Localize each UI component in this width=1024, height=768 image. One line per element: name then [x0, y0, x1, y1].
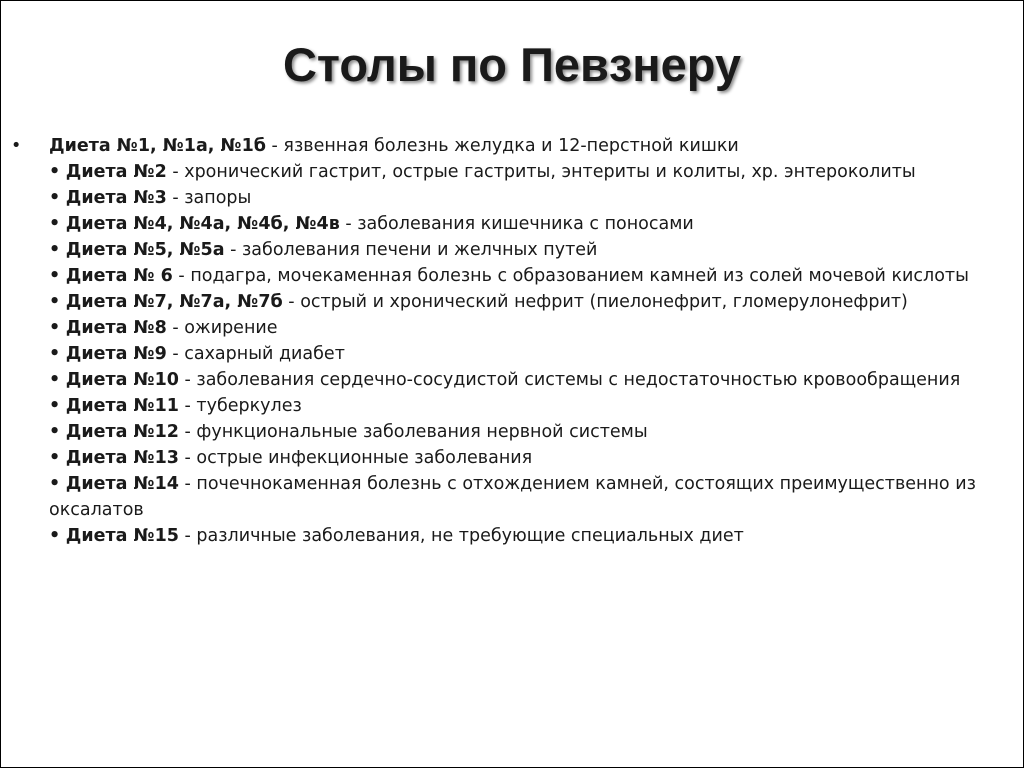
diet-description: сахарный диабет [184, 344, 345, 364]
diet-description: заболевания печени и желчных путей [242, 240, 598, 260]
diet-item [49, 419, 999, 445]
diet-item [49, 237, 999, 263]
diet-item [49, 367, 999, 393]
bullet-icon: • [49, 344, 61, 364]
bullet-icon: • [49, 292, 61, 312]
bullet-icon: • [49, 370, 61, 390]
bullet-icon: • [49, 526, 61, 546]
diet-label: Диета №11 [65, 396, 179, 416]
diet-label: Диета № 6 [65, 266, 173, 286]
diet-description: хронический гастрит, острые гастриты, энтериты и колиты, хр. энтероколиты [184, 162, 916, 182]
diet-separator: - [178, 474, 197, 494]
diet-description: почечнокаменная болезнь с отхождением камней, состоящих преимущественно из оксалатов [49, 474, 976, 520]
diet-label: Диета №9 [65, 344, 167, 364]
diet-label: Диета №1, №1а, №1б [49, 136, 266, 156]
diet-label: Диета №15 [65, 526, 179, 546]
diet-description: ожирение [184, 318, 278, 338]
diet-label: Диета №5, №5а [65, 240, 225, 260]
diet-description: туберкулез [196, 396, 302, 416]
diet-separator: - [178, 370, 197, 390]
diet-description: острый и хронический нефрит (пиелонефрит, гломерулонефрит) [300, 292, 908, 312]
diet-label: Диета №13 [65, 448, 179, 468]
diet-separator: - [282, 292, 301, 312]
diet-description: подагра, мочекаменная болезнь с образованием камней из солей мочевой кислоты [190, 266, 969, 286]
diet-label: Диета №8 [65, 318, 167, 338]
bullet-icon: • [49, 422, 61, 442]
bullet-icon: • [49, 448, 61, 468]
diet-separator: - [172, 266, 191, 286]
diet-label: Диета №4, №4а, №4б, №4в [65, 214, 340, 234]
diet-separator: - [265, 136, 284, 156]
diet-label: Диета №14 [65, 474, 179, 494]
diet-label: Диета №7, №7а, №7б [65, 292, 283, 312]
diet-item [49, 263, 999, 289]
diet-item [49, 159, 999, 185]
diet-description: запоры [184, 188, 252, 208]
diet-separator: - [178, 448, 197, 468]
diet-separator: - [166, 318, 185, 338]
diet-separator: - [166, 344, 185, 364]
diet-label: Диета №2 [65, 162, 167, 182]
diet-item [49, 393, 999, 419]
diet-separator: - [166, 162, 185, 182]
diet-description: различные заболевания, не требующие специальных диет [196, 526, 744, 546]
diet-separator: - [339, 214, 358, 234]
diet-item [49, 341, 999, 367]
bullet-icon: • [49, 162, 61, 182]
slide-title: Столы по Певзнеру [282, 38, 742, 91]
bullet-icon: • [49, 396, 61, 416]
bullet-icon: • [49, 188, 61, 208]
diet-separator: - [224, 240, 242, 260]
diet-separator: - [178, 396, 197, 416]
bullet-icon: • [49, 266, 61, 286]
bullet-icon: • [49, 214, 61, 234]
diet-description: заболевания сердечно-сосудистой системы с недостаточностью кровообращения [196, 370, 961, 390]
diet-list [49, 133, 999, 549]
diet-separator: - [178, 422, 197, 442]
diet-item [49, 315, 999, 341]
bullet-icon: • [49, 240, 61, 260]
diet-description: функциональные заболевания нервной системы [196, 422, 648, 442]
diet-item [49, 211, 999, 237]
diet-item [49, 471, 999, 523]
bullet-icon: • [11, 136, 22, 156]
diet-item [49, 289, 999, 315]
diet-separator: - [178, 526, 197, 546]
diet-label: Диета №12 [65, 422, 179, 442]
diet-item [49, 133, 999, 159]
diet-item [49, 445, 999, 471]
diet-item [49, 523, 999, 549]
diet-description: острые инфекционные заболевания [196, 448, 533, 468]
bullet-icon: • [49, 318, 61, 338]
diet-description: заболевания кишечника с поносами [357, 214, 694, 234]
diet-description: язвенная болезнь желудка и 12-перстной кишки [283, 136, 739, 156]
diet-label: Диета №10 [65, 370, 179, 390]
diet-label: Диета №3 [65, 188, 167, 208]
bullet-icon: • [49, 474, 61, 494]
diet-item [49, 185, 999, 211]
diet-separator: - [166, 188, 185, 208]
